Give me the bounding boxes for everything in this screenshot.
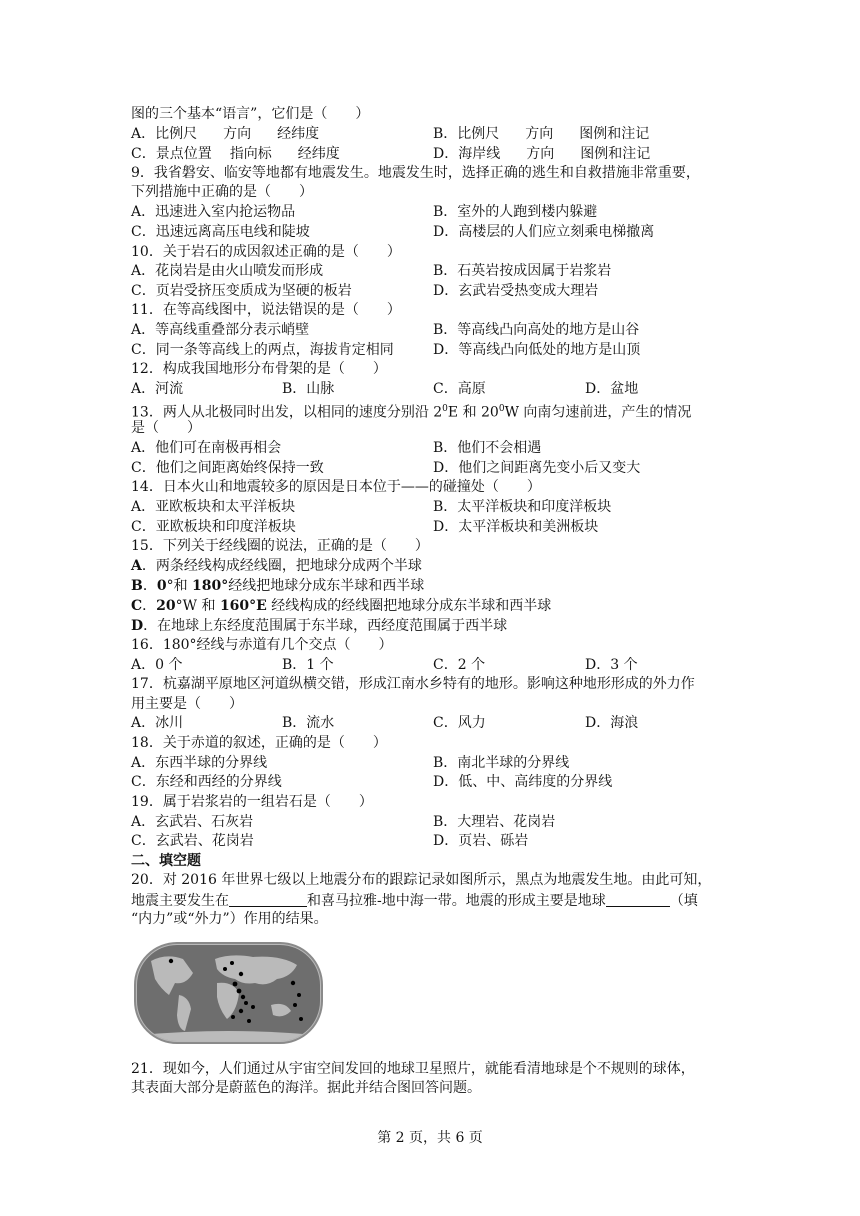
q20-text-part2: 和喜马拉雅-地中海一带。地震的形成主要是地球 — [307, 893, 606, 909]
q10-option-c: C．页岩受挤压变质成为坚硬的板岩 — [131, 283, 352, 299]
q8-c-part1: C．景点位置 — [131, 146, 212, 162]
q17-stem-line1: 17．杭嘉湖平原地区河道纵横交错，形成江南水乡特有的地形。影响这种地形形成的外力作 — [131, 676, 695, 692]
q12-option-c: C．高原 — [433, 381, 486, 397]
quake-dot — [247, 1019, 251, 1023]
quake-dot — [299, 1017, 303, 1021]
q16-option-a: A．0 个 — [131, 657, 183, 673]
q13-option-d: D．他们之间距离先变小后又变大 — [433, 460, 641, 476]
quake-dot — [251, 1005, 255, 1009]
quake-dot — [169, 959, 173, 963]
q15-option-d — [131, 617, 507, 636]
q8-d-part2: 方向 — [526, 146, 555, 162]
q18-option-b: B．南北半球的分界线 — [433, 755, 570, 771]
q19-option-d: D．页岩、砾岩 — [433, 833, 529, 849]
section-heading-fill-blank: 二、填空题 — [131, 853, 201, 869]
q13-degree-sup-1: 0 — [442, 404, 448, 414]
q13-option-c: C．他们之间距离始终保持一致 — [131, 460, 324, 476]
q19-option-a: A．玄武岩、石灰岩 — [131, 814, 254, 830]
q11-stem: 11．在等高线图中，说法错误的是（ ） — [131, 302, 401, 318]
q21-stem-line1: 21．现如今，人们通过从宇宙空间发回的地球卫星照片，就能看清地球是个不规则的球体， — [131, 1061, 695, 1077]
q15-b-dot: ． — [142, 578, 157, 594]
q14-stem: 14．日本火山和地震较多的原因是日本位于——的碰撞处（ ） — [131, 479, 541, 495]
q9-option-b: B．室外的人跑到楼内躲避 — [433, 204, 598, 220]
q15-option-c — [131, 597, 551, 616]
quake-dot — [233, 982, 238, 987]
q11-option-c: C．同一条等高线上的两点，海拔肯定相同 — [131, 342, 394, 358]
q8-b-part3: 图例和注记 — [579, 126, 650, 142]
q16-option-d: D．3 个 — [585, 657, 638, 673]
q20-text-part1: 地震主要发生在 — [131, 893, 229, 909]
q15-c-bold-2: 160°E — [219, 598, 267, 614]
q9-option-c: C．迅速远离高压电线和陡坡 — [131, 224, 310, 240]
q9-option-d: D．高楼层的人们应立刻乘电梯撤离 — [433, 224, 655, 240]
q15-b-mid: °和 — [166, 578, 193, 594]
quake-dot — [223, 967, 227, 971]
q14-option-b: B．太平洋板块和印度洋板块 — [433, 499, 612, 515]
q13-text-part2: E 和 20 — [447, 404, 499, 421]
q15-b-label: B — [131, 578, 143, 594]
q19-option-b: B．大理岩、花岗岩 — [433, 814, 556, 830]
q14-option-c: C．亚欧板块和印度洋板块 — [131, 519, 296, 535]
q10-option-a: A．花岗岩是由火山喷发而形成 — [131, 263, 324, 279]
q8-a-part2: 方向 — [223, 126, 252, 142]
q10-option-d: D．玄武岩受热变成大理岩 — [433, 283, 599, 299]
q13-option-b: B．他们不会相遇 — [433, 440, 542, 456]
q20-blank-1[interactable] — [229, 891, 307, 907]
q8-a-part1: A．比例尺 — [131, 126, 198, 142]
quake-dot — [241, 995, 245, 999]
q17-option-c: C．风力 — [433, 715, 486, 731]
q18-stem: 18．关于赤道的叙述，正确的是（ ） — [131, 735, 387, 751]
q15-c-post: 经线构成的经线圈把地球分成东半球和西半球 — [266, 598, 552, 614]
q20-stem-line2 — [131, 891, 698, 911]
q17-stem-line2: 用主要是（ ） — [131, 696, 243, 712]
q15-a-label: A — [131, 558, 142, 574]
quake-dot — [239, 972, 243, 976]
q15-d-text: ．在地球上东经度范围属于东半球，西经度范围属于西半球 — [143, 618, 508, 634]
q15-option-a — [131, 557, 422, 576]
q10-stem: 10．关于岩石的成因叙述正确的是（ ） — [131, 244, 401, 260]
q15-a-text: ．两条经线构成经线圈，把地球分成两个半球 — [141, 558, 422, 574]
earthquake-map-image — [131, 939, 326, 1047]
q13-degree-sup-2: 0 — [498, 404, 505, 414]
quake-dot — [230, 961, 234, 965]
q11-option-d: D．等高线凸向低处的地方是山顶 — [433, 342, 641, 358]
q8-stem: 图的三个基本“语言”，它们是（ ） — [131, 106, 370, 122]
quake-dot — [239, 1009, 243, 1013]
q13-stem-line1 — [131, 400, 691, 423]
q8-option-d — [433, 145, 650, 164]
quake-dot — [237, 989, 242, 994]
q17-option-a: A．冰川 — [131, 715, 184, 731]
q8-c-part2: 指向标 — [229, 146, 272, 162]
map-land-antarctica — [141, 1031, 316, 1047]
q15-option-b — [131, 577, 424, 596]
q8-option-a — [131, 125, 319, 144]
q8-b-part2: 方向 — [525, 126, 554, 142]
q8-d-part1: D．海岸线 — [433, 146, 501, 162]
q10-option-b: B．石英岩按成因属于岩浆岩 — [433, 263, 612, 279]
q20-stem-line1: 20．对 2016 年世界七级以上地震分布的跟踪记录如图所示，黑点为地震发生地。由此可知， — [131, 872, 712, 888]
q8-a-part3: 经纬度 — [277, 126, 320, 142]
q9-stem-line1: 9．我省磐安、临安等地都有地震发生。地震发生时，选择正确的逃生和自救措施非常重要， — [131, 165, 700, 181]
q8-option-c — [131, 145, 340, 164]
q20-text-part3: （填 — [669, 893, 698, 909]
q15-b-bold-1: 0 — [156, 578, 167, 594]
page-number-footer: 第 2 页，共 6 页 — [377, 1130, 483, 1146]
q11-option-a: A．等高线重叠部分表示峭壁 — [131, 322, 310, 338]
q16-stem: 16．180°经线与赤道有几个交点（ ） — [131, 637, 393, 653]
q21-stem-line2: 其表面大部分是蔚蓝色的海洋。据此并结合图回答问题。 — [131, 1080, 481, 1096]
quake-dot — [231, 1015, 235, 1019]
q15-c-label: C — [131, 598, 143, 614]
q17-option-d: D．海浪 — [585, 715, 639, 731]
quake-dot — [291, 981, 295, 985]
q17-option-b: B．流水 — [282, 715, 335, 731]
q19-stem: 19．属于岩浆岩的一组岩石是（ ） — [131, 794, 373, 810]
q8-option-b — [433, 125, 649, 144]
q15-b-post: 经线把地球分成东半球和西半球 — [228, 578, 425, 594]
quake-dot — [293, 1003, 297, 1007]
q18-option-d: D．低、中、高纬度的分界线 — [433, 774, 613, 790]
q20-blank-2[interactable] — [606, 891, 670, 907]
q8-d-part3: 图例和注记 — [580, 146, 651, 162]
q15-stem: 15．下列关于经线圈的说法，正确的是（ ） — [131, 538, 429, 554]
q11-option-b: B．等高线凸向高处的地方是山谷 — [433, 322, 640, 338]
q12-option-b: B．山脉 — [282, 381, 335, 397]
q19-option-c: C．玄武岩、花岗岩 — [131, 833, 254, 849]
q16-option-c: C．2 个 — [433, 657, 486, 673]
q13-text-part3: W 向南匀速前进，产生的情况 — [504, 404, 692, 421]
q9-option-a: A．迅速进入室内抢运物品 — [131, 204, 296, 220]
quake-dot — [244, 1001, 248, 1005]
quake-dot — [297, 993, 301, 997]
q8-b-part1: B．比例尺 — [433, 126, 500, 142]
q18-option-c: C．东经和西经的分界线 — [131, 774, 282, 790]
q13-stem-line2: 是（ ） — [131, 420, 201, 436]
q15-c-mid: °W 和 — [175, 598, 220, 614]
q12-stem: 12．构成我国地形分布骨架的是（ ） — [131, 361, 387, 377]
q13-text-part1: 13．两人从北极同时出发，以相同的速度分别沿 2 — [131, 404, 443, 421]
q15-c-bold-1: 20 — [156, 598, 176, 614]
q18-option-a: A．东西半球的分界线 — [131, 755, 268, 771]
q15-c-dot: ． — [142, 598, 157, 614]
q13-option-a: A．他们可在南极再相会 — [131, 440, 282, 456]
q15-b-bold-2: 180° — [192, 578, 229, 594]
map-body — [131, 939, 326, 1047]
q12-option-d: D．盆地 — [585, 381, 639, 397]
q14-option-d: D．太平洋板块和美洲板块 — [433, 519, 599, 535]
q15-d-label: D — [131, 618, 144, 634]
q8-c-part3: 经纬度 — [297, 146, 340, 162]
q12-option-a: A．河流 — [131, 381, 184, 397]
q16-option-b: B．1 个 — [282, 657, 334, 673]
q9-stem-line2: 下列措施中正确的是（ ） — [131, 184, 313, 200]
q14-option-a: A．亚欧板块和太平洋板块 — [131, 499, 296, 515]
q20-stem-line3: “内力”或“外力”）作用的结果。 — [131, 911, 328, 927]
